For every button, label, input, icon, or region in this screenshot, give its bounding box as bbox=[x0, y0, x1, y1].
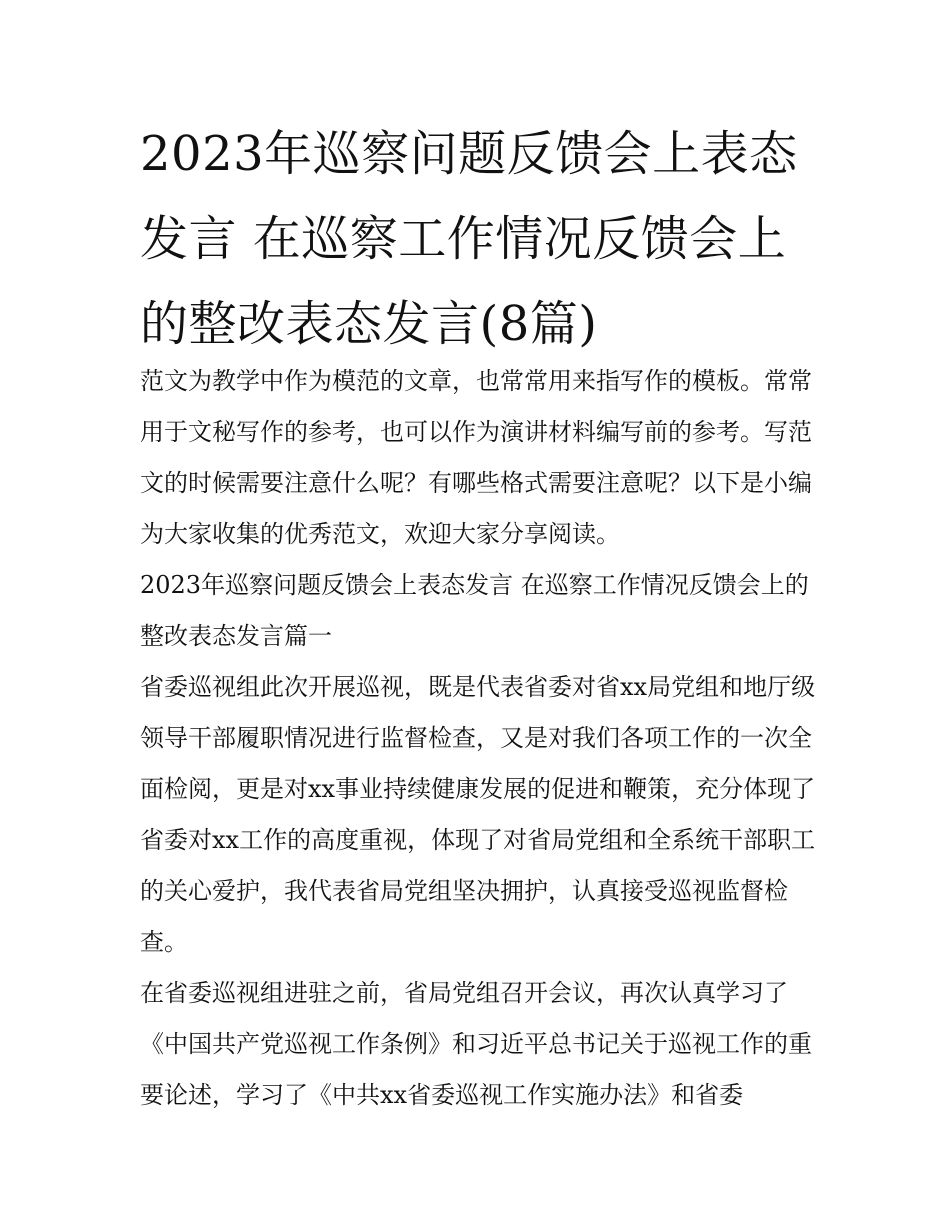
body-paragraph-2: 在省委巡视组进驻之前，省局党组召开会议，再次认真学习了《中国共产党巡视工作条例》和习近平总书记关于巡视工作的重要论述，学习了《中共xx省委巡视工作实施办法》和省委 bbox=[140, 979, 812, 1109]
document-title: 2023年巡察问题反馈会上表态发言 在巡察工作情况反馈会上的整改表态发言(8篇) bbox=[140, 126, 798, 352]
intro-paragraph: 范文为教学中作为模范的文章，也常常用来指写作的模板。常常用于文秘写作的参考，也可以作为演讲材料编写前的参考。写范文的时候需要注意什么呢？有哪些格式需要注意呢？以下是小编为大家收集的优秀范文，欢迎大家分享阅读。 bbox=[140, 367, 812, 548]
section-heading: 2023年巡察问题反馈会上表态发言 在巡察工作情况反馈会上的整改表态发言篇一 bbox=[140, 571, 809, 650]
document-body bbox=[140, 356, 820, 1121]
body-paragraph-1: 省委巡视组此次开展巡视，既是代表省委对省xx局党组和地厅级领导干部履职情况进行监督检查，又是对我们各项工作的一次全面检阅，更是对xx事业持续健康发展的促进和鞭策，充分体现了省委对xx工作的高度重视，体现了对省局党组和全系统干部职工的关心爱护，我代表省局党组坚决拥护，认真接受巡视监督检查。 bbox=[140, 673, 816, 956]
